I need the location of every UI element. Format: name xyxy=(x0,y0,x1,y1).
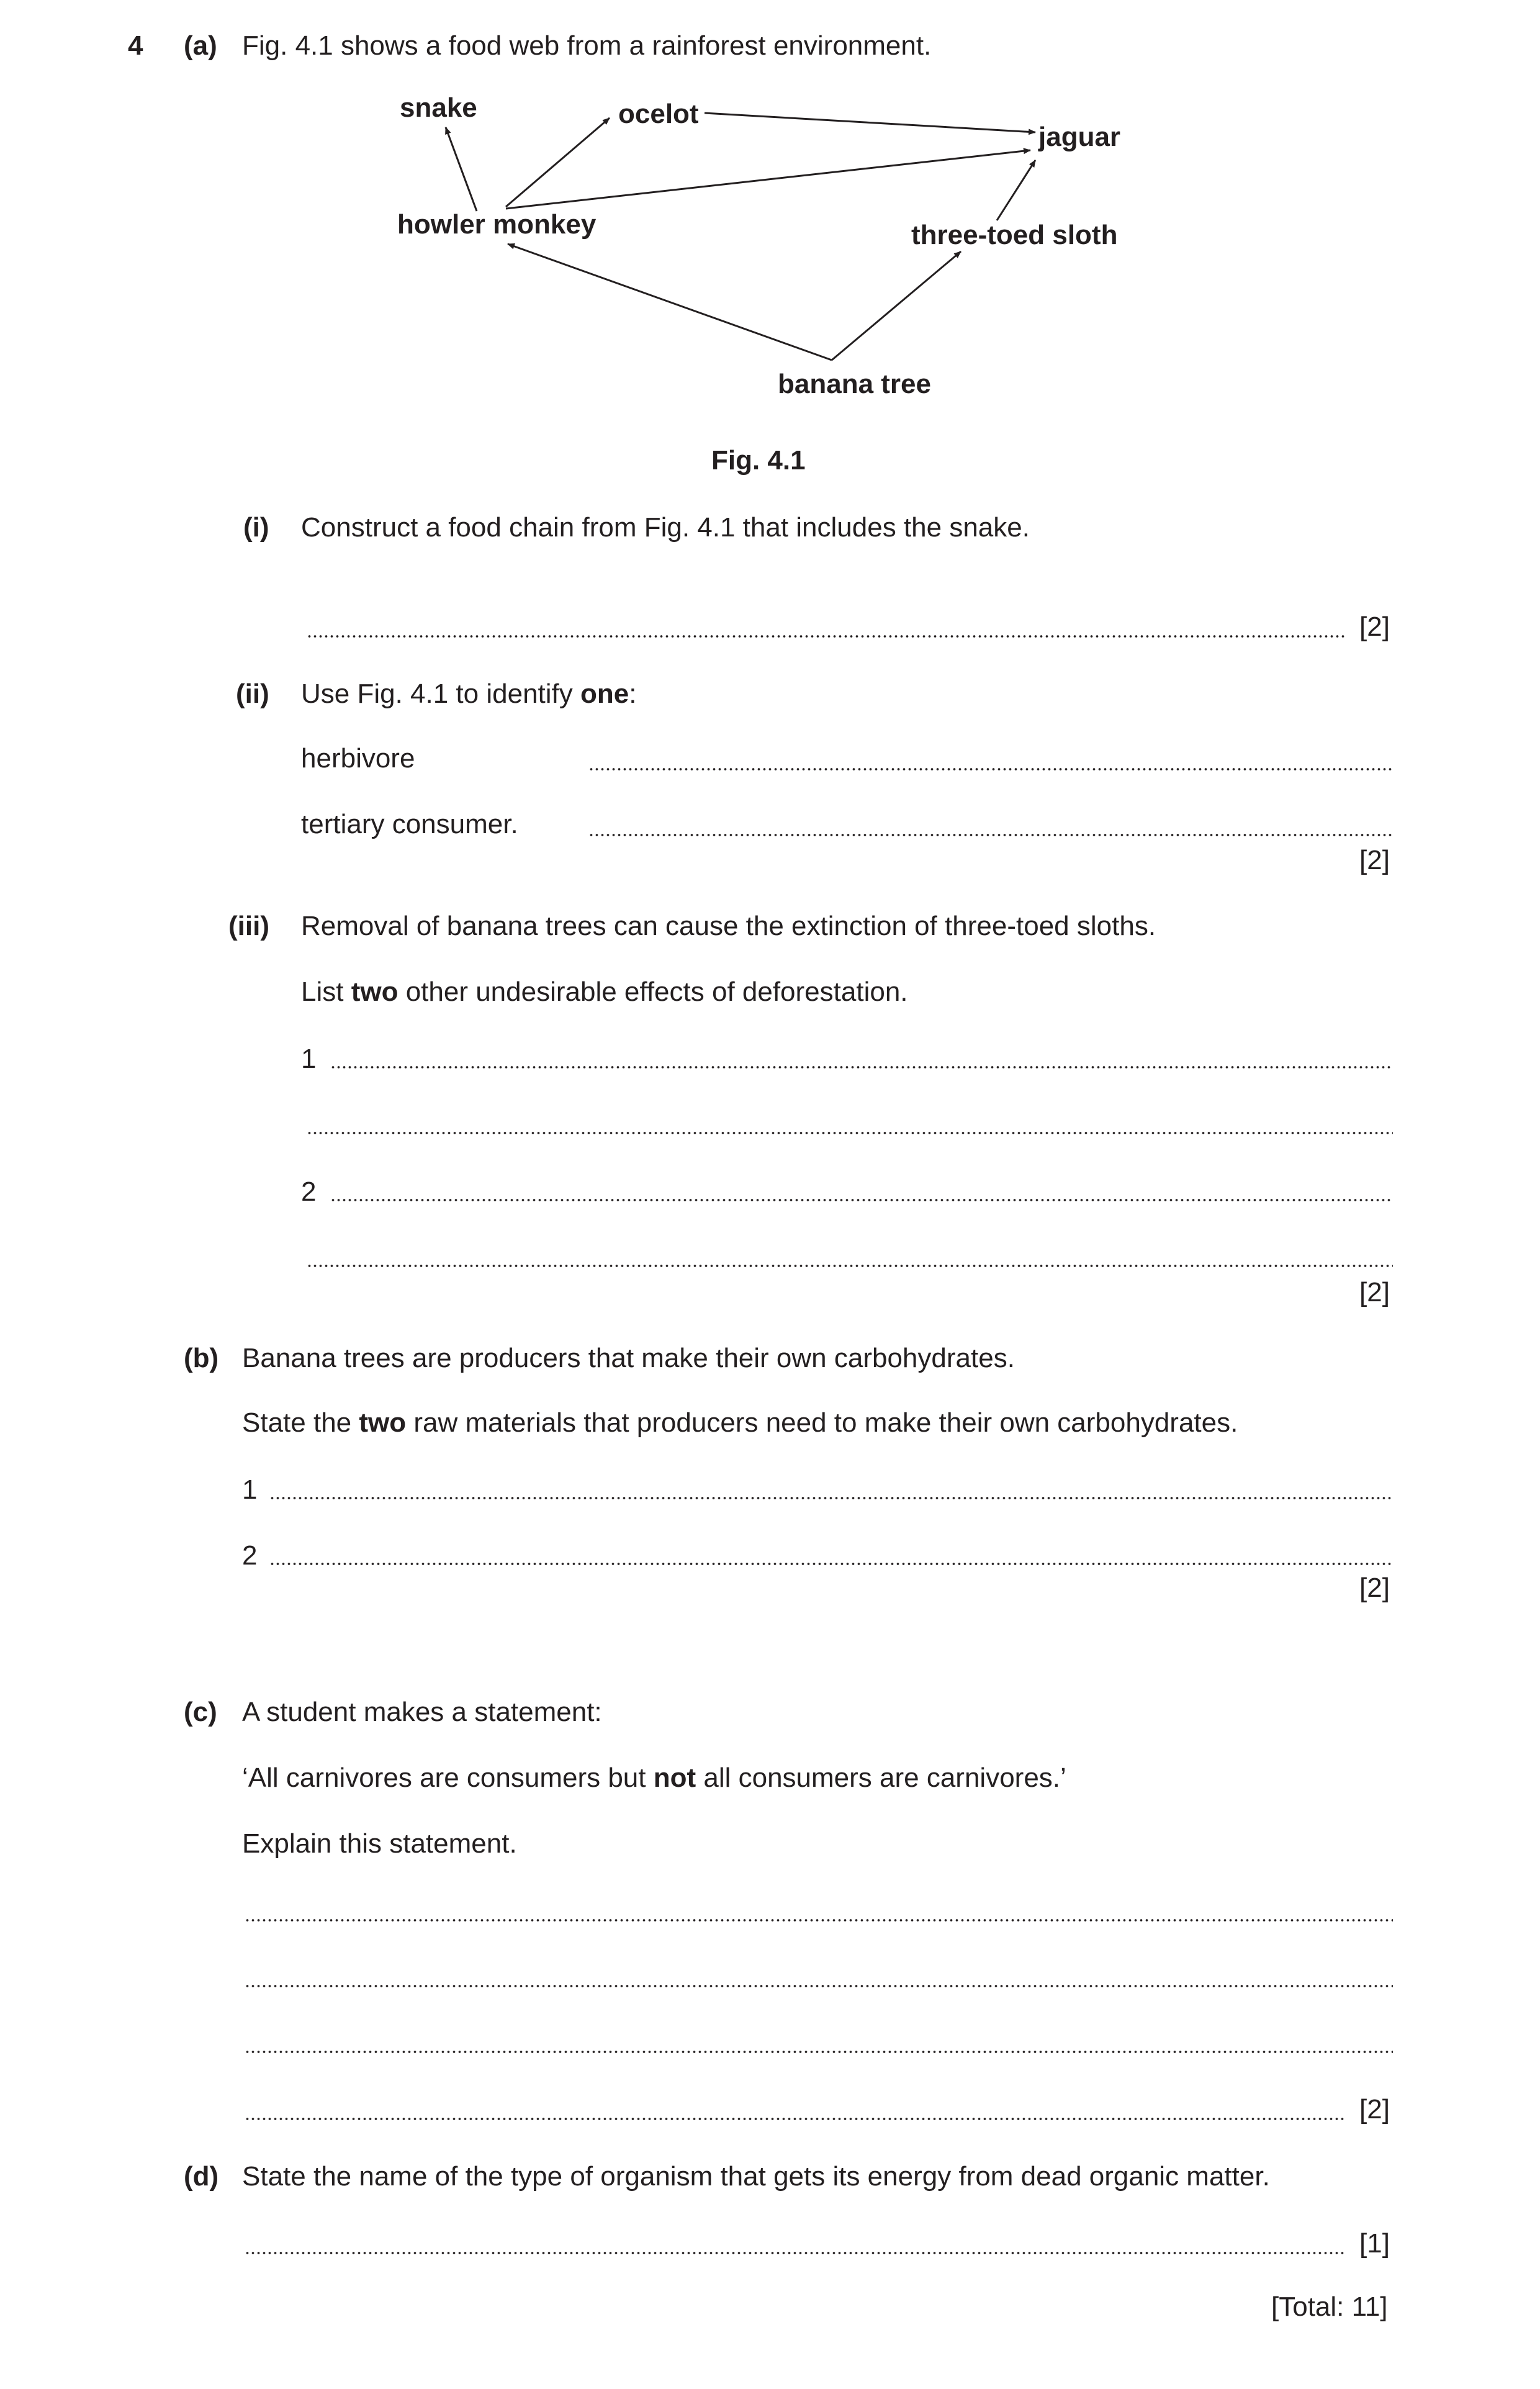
arrow-monkey-to-snake xyxy=(446,127,477,211)
part-a-intro: Fig. 4.1 shows a food web from a rainforest environment. xyxy=(242,30,932,61)
part-c-quote-post: all consumers are carnivores.’ xyxy=(696,1763,1066,1793)
mark-a-ii: [2] xyxy=(1359,845,1390,875)
part-a-label: (a) xyxy=(184,30,217,61)
answer-line-effect-1a[interactable] xyxy=(330,1065,1393,1069)
node-banana-tree: banana tree xyxy=(778,369,931,399)
part-d-text: State the name of the type of organism that gets its energy from dead organic matter. xyxy=(242,2161,1270,2192)
arrow-banana-to-sloth xyxy=(832,251,961,360)
effect-2-number: 2 xyxy=(301,1176,317,1207)
effect-1-number: 1 xyxy=(301,1044,317,1074)
answer-line-raw-material-2[interactable] xyxy=(269,1562,1393,1566)
answer-line-d[interactable] xyxy=(245,2251,1344,2255)
part-a-ii-text-bold: one xyxy=(580,679,629,709)
answer-line-c-3[interactable] xyxy=(245,2050,1393,2054)
mark-a-i: [2] xyxy=(1359,612,1390,642)
mark-b: [2] xyxy=(1359,1573,1390,1603)
arrow-monkey-to-ocelot xyxy=(506,118,610,207)
part-a-i-label: (i) xyxy=(243,512,269,543)
part-d-label: (d) xyxy=(184,2161,219,2192)
part-a-iii-list-bold: two xyxy=(351,977,399,1007)
arrow-banana-to-monkey xyxy=(508,244,832,360)
tertiary-consumer-label: tertiary consumer. xyxy=(301,809,518,839)
part-a-ii-label: (ii) xyxy=(236,679,269,709)
part-b-text: Banana trees are producers that make their own carbohydrates. xyxy=(242,1343,1015,1373)
part-a-i-text: Construct a food chain from Fig. 4.1 that includes the snake. xyxy=(301,512,1030,543)
answer-line-a-i[interactable] xyxy=(307,635,1344,638)
answer-line-effect-2b[interactable] xyxy=(307,1264,1393,1268)
part-c-quote-pre: ‘All carnivores are consumers but xyxy=(242,1763,654,1793)
answer-line-raw-material-1[interactable] xyxy=(269,1496,1393,1500)
answer-line-herbivore[interactable] xyxy=(588,767,1393,771)
part-a-ii-text-post: : xyxy=(629,679,637,709)
part-a-ii-text xyxy=(301,678,636,710)
answer-line-c-1[interactable] xyxy=(245,1918,1393,1922)
part-c-label: (c) xyxy=(184,1697,217,1727)
raw-material-1-number: 1 xyxy=(242,1474,258,1505)
node-ocelot: ocelot xyxy=(618,99,699,129)
answer-line-effect-1b[interactable] xyxy=(307,1131,1393,1135)
part-a-ii-text-pre: Use Fig. 4.1 to identify xyxy=(301,679,580,709)
part-b-state-post: raw materials that producers need to make their own carbohydrates. xyxy=(406,1407,1238,1438)
part-a-iii-list-post: other undesirable effects of deforestation. xyxy=(398,977,908,1007)
answer-line-effect-2a[interactable] xyxy=(330,1198,1393,1202)
part-a-iii-text: Removal of banana trees can cause the extinction of three-toed sloths. xyxy=(301,911,1156,941)
node-howler-monkey: howler monkey xyxy=(397,209,597,240)
total-marks: [Total: 11] xyxy=(1271,2292,1388,2322)
arrow-sloth-to-jaguar xyxy=(997,160,1035,220)
part-a-iii-list-pre: List xyxy=(301,977,351,1007)
raw-material-2-number: 2 xyxy=(242,1540,258,1571)
arrow-ocelot-to-jaguar xyxy=(705,113,1035,132)
answer-line-tertiary[interactable] xyxy=(588,833,1393,837)
part-b-state-bold: two xyxy=(359,1407,407,1438)
part-b-state xyxy=(242,1407,1238,1439)
mark-c: [2] xyxy=(1359,2094,1390,2125)
part-a-iii-label: (iii) xyxy=(228,911,269,941)
part-a-iii-list xyxy=(301,976,908,1008)
answer-line-c-2[interactable] xyxy=(245,1984,1393,1988)
part-c-quote xyxy=(242,1762,1066,1794)
part-b-state-pre: State the xyxy=(242,1407,359,1438)
food-web-diagram xyxy=(0,0,1540,472)
node-snake: snake xyxy=(400,93,477,123)
question-number: 4 xyxy=(128,30,143,61)
mark-a-iii: [2] xyxy=(1359,1277,1390,1307)
figure-caption: Fig. 4.1 xyxy=(711,445,806,476)
node-three-toed-sloth: three-toed sloth xyxy=(911,220,1118,250)
node-jaguar: jaguar xyxy=(1038,122,1121,152)
mark-d: [1] xyxy=(1359,2228,1390,2259)
part-c-text: A student makes a statement: xyxy=(242,1697,602,1727)
arrow-monkey-to-jaguar xyxy=(506,150,1030,209)
herbivore-label: herbivore xyxy=(301,743,415,774)
part-c-explain: Explain this statement. xyxy=(242,1828,517,1859)
part-b-label: (b) xyxy=(184,1343,219,1373)
part-c-quote-bold: not xyxy=(653,1763,696,1793)
answer-line-c-4[interactable] xyxy=(245,2117,1344,2121)
